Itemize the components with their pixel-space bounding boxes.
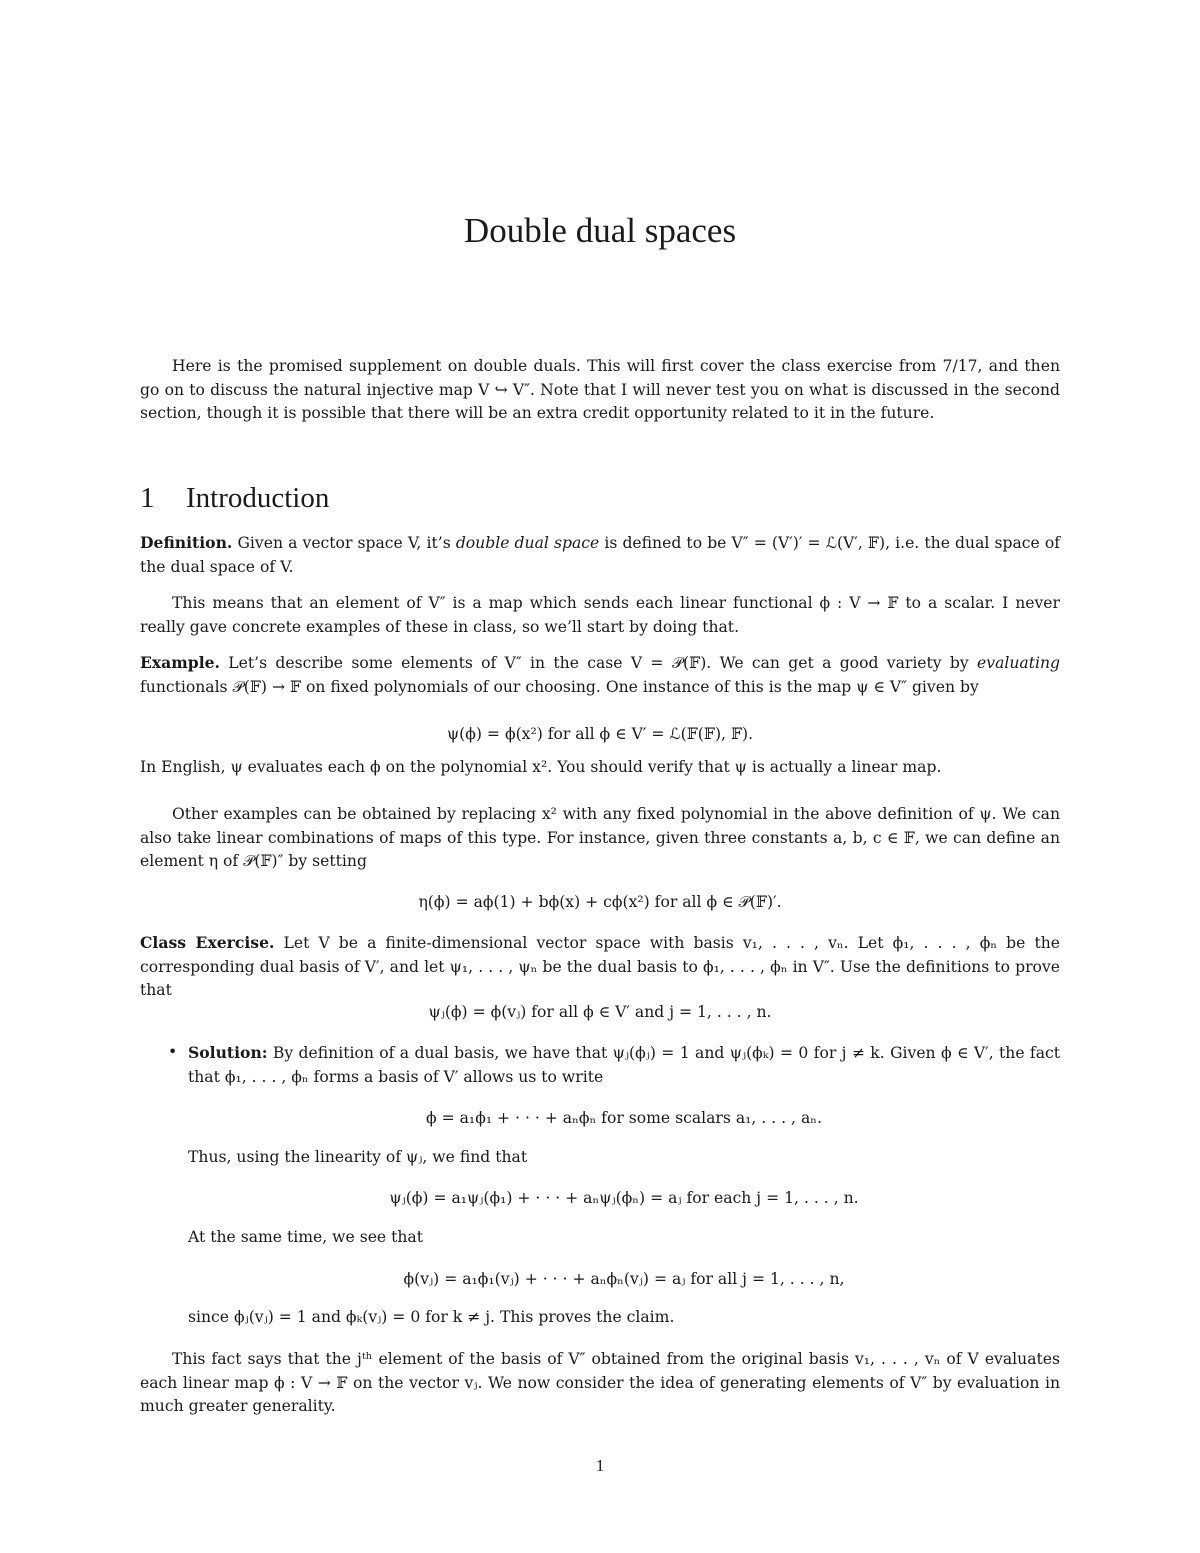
exercise-paragraph: [140, 931, 1060, 1003]
means-paragraph: This means that an element of V″ is a map which sends each linear functional ϕ : V → 𝔽 to a scalar. I never really gave concrete examples of these in class, so we’ll start by doing that.: [140, 594, 1060, 636]
example-text-before: Let’s describe some elements of V″ in the case V = 𝒫(𝔽). We can get a good variety by: [219, 654, 978, 672]
exercise-text: Let V be a finite-dimensional vector space with basis v₁, . . . , vₙ. Let ϕ₁, . . . , ϕₙ be the corresponding dual basis of V′, and let ψ₁, . . . , ψₙ be the dual basis to ϕ₁, . . . , ϕₙ in V″. Use the definitions to prove that: [140, 934, 1060, 1000]
solution-thus-line: Thus, using the linearity of ψⱼ, we find that: [188, 1148, 528, 1166]
solution-label: Solution:: [188, 1043, 268, 1062]
solution-bullet: •: [168, 1043, 178, 1061]
definition-label: Definition.: [140, 533, 233, 552]
definition-text-before: Given a vector space V, it’s: [232, 534, 456, 552]
example-paragraph: [140, 651, 1060, 699]
section-title: Introduction: [186, 482, 330, 514]
other-examples-paragraph: Other examples can be obtained by replacing x² with any fixed polynomial in the above definition of ψ. We can also take linear combinations of maps of this type. For instance, given three constants a, b, c ∈ 𝔽, we can define an element η of 𝒫(𝔽)″ by setting: [140, 805, 1060, 871]
section-number: 1: [140, 482, 155, 514]
equation-phi-vj: ϕ(vⱼ) = a₁ϕ₁(vⱼ) + · · · + aₙϕₙ(vⱼ) = aⱼ for all j = 1, . . . , n,: [403, 1270, 845, 1288]
example-term: evaluating: [977, 654, 1060, 672]
page-number: 1: [595, 1456, 605, 1475]
example-label: Example.: [140, 653, 220, 672]
page-title: Double dual spaces: [463, 211, 737, 250]
exercise-label: Class Exercise.: [140, 933, 275, 952]
definition-paragraph: [140, 531, 1060, 579]
equation-psi: ψ(ϕ) = ϕ(x²) for all ϕ ∈ V′ = ℒ(𝔽(𝔽), 𝔽).: [446, 725, 754, 743]
definition-text-after: is defined to be V″ = (V′)′ = ℒ(V′, 𝔽), i.e. the dual space of the dual space of V.: [140, 534, 1060, 576]
english-paragraph: In English, ψ evaluates each ϕ on the polynomial x². You should verify that ψ is actually a linear map.: [140, 758, 942, 776]
section-heading: [140, 480, 329, 516]
definition-term: double dual space: [455, 534, 600, 552]
fact-paragraph: This fact says that the jᵗʰ element of the basis of V″ obtained from the original basis v₁, . . . , vₙ of V evaluates each linear map ϕ : V → 𝔽 on the vector vⱼ. We now consider the idea of generating elements of V″ by evaluation in much greater generality.: [140, 1350, 1060, 1416]
solution-paragraph: [188, 1041, 1060, 1089]
equation-psi-j: ψⱼ(ϕ) = a₁ψⱼ(ϕ₁) + · · · + aₙψⱼ(ϕₙ) = aⱼ for each j = 1, . . . , n.: [389, 1189, 859, 1207]
example-text-after: functionals 𝒫(𝔽) → 𝔽 on fixed polynomials of our choosing. One instance of this is the map ψ ∈ V″ given by: [140, 677, 979, 696]
equation-eta: η(ϕ) = aϕ(1) + bϕ(x) + cϕ(x²) for all ϕ ∈ 𝒫(𝔽)′.: [418, 893, 782, 911]
equation-basis-expansion: ϕ = a₁ϕ₁ + · · · + aₙϕₙ for some scalars a₁, . . . , aₙ.: [426, 1109, 822, 1127]
intro-paragraph: Here is the promised supplement on double duals. This will first cover the class exercise from 7/17, and then go on to discuss the natural injective map V ↪ V″. Note that I will never test you on what is discussed in the second section, though it is possible that there will be an extra credit opportunity related to it in the future.: [140, 357, 1060, 423]
solution-since-line: since ϕⱼ(vⱼ) = 1 and ϕₖ(vⱼ) = 0 for k ≠ j. This proves the claim.: [188, 1308, 675, 1326]
solution-text: By definition of a dual basis, we have that ψⱼ(ϕⱼ) = 1 and ψⱼ(ϕₖ) = 0 for j ≠ k. Given ϕ ∈ V′, the fact that ϕ₁, . . . , ϕₙ forms a basis of V′ allows us to write: [188, 1044, 1060, 1086]
equation-claim: ψⱼ(ϕ) = ϕ(vⱼ) for all ϕ ∈ V′ and j = 1, . . . , n.: [428, 1003, 772, 1021]
solution-same-time-line: At the same time, we see that: [188, 1228, 423, 1246]
